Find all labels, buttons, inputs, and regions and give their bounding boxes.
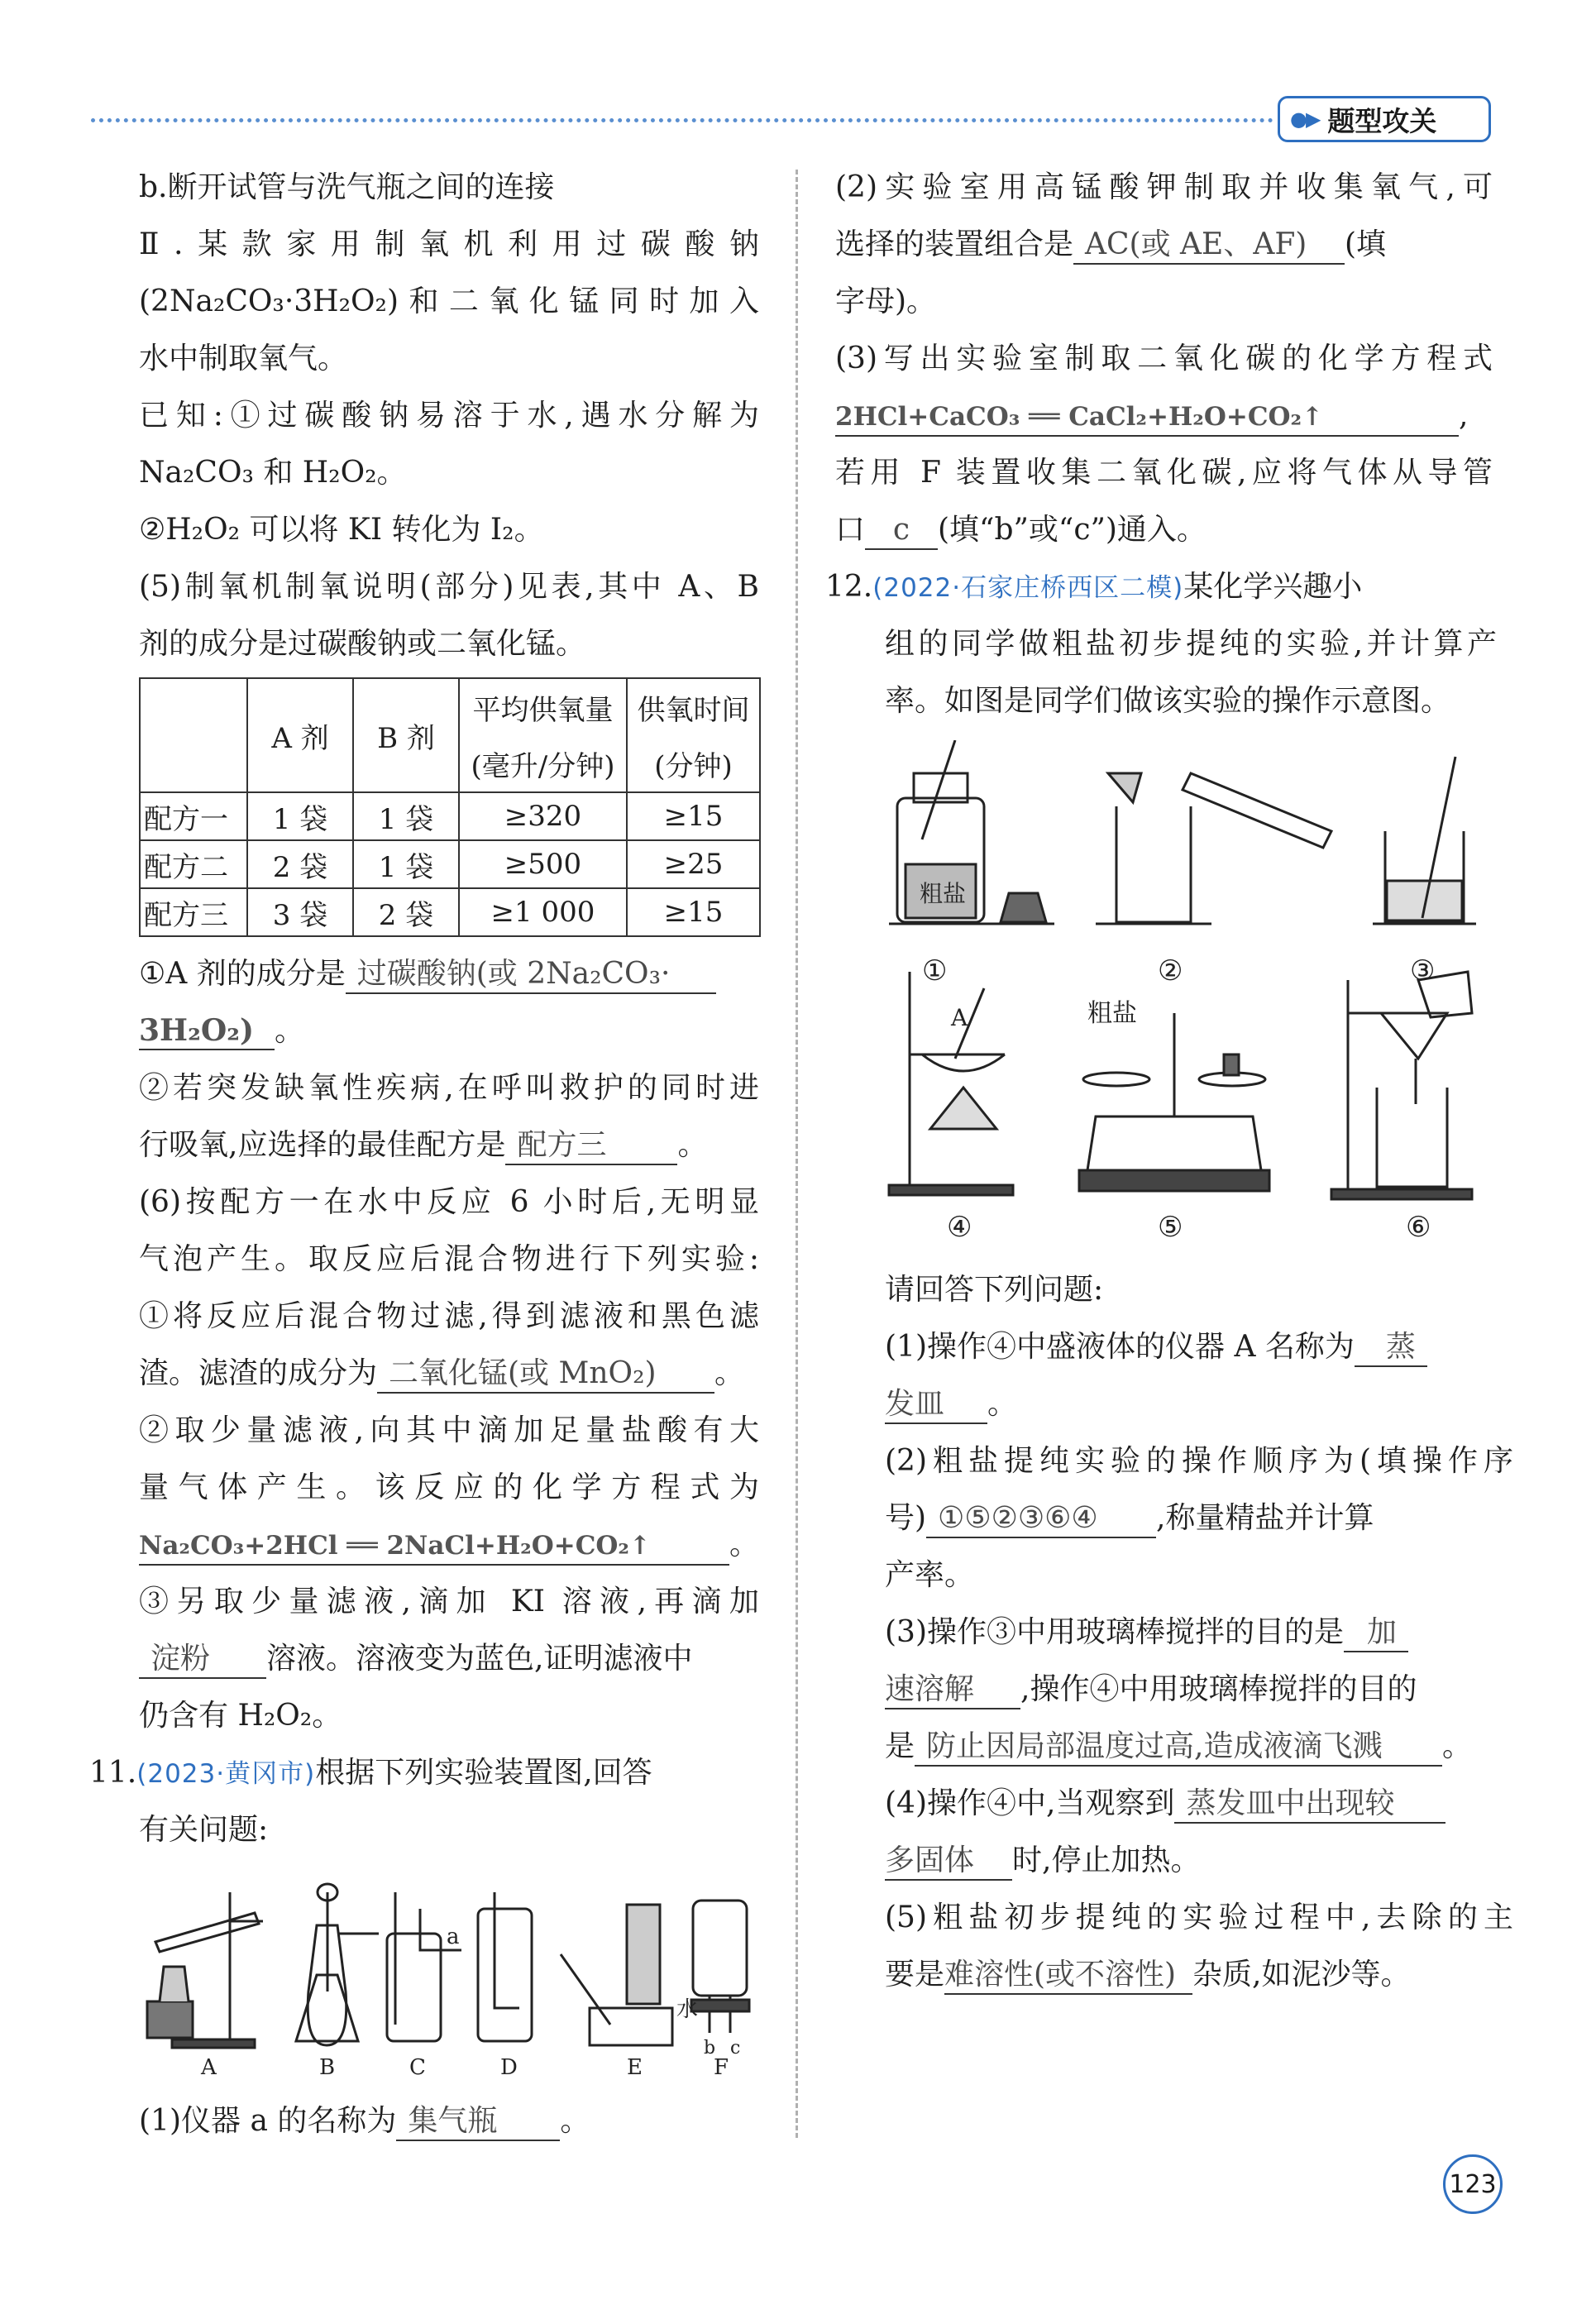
text-line xyxy=(139,945,759,1002)
table-cell: 1 袋 xyxy=(247,792,353,840)
apparatus-label: A xyxy=(201,2055,217,2080)
answer-blank: 蒸 xyxy=(1355,1329,1427,1367)
text-line: ②若突发缺氧性疾病,在呼叫救护的同时进 xyxy=(139,1071,759,1105)
answer-blank: 速溶解 xyxy=(885,1671,1020,1709)
label-A: A xyxy=(951,1004,968,1031)
text-line xyxy=(139,1516,759,1573)
section-title: 题型攻关 xyxy=(1327,104,1437,137)
text-line: 率。如图是同学们做该实验的操作示意图。 xyxy=(885,684,1451,718)
text: 行吸氧,应选择的最佳配方是 xyxy=(139,1128,506,1162)
answer-blank: 淀粉 xyxy=(139,1641,266,1679)
text-line: 组的同学做粗盐初步提纯的实验,并计算产 xyxy=(885,627,1497,661)
text: 是 xyxy=(885,1729,915,1763)
table-cell: ≥15 xyxy=(627,792,760,840)
page-number: 123 xyxy=(1443,2154,1503,2214)
text-line: (3)写出实验室制取二氧化碳的化学方程式 xyxy=(835,342,1493,375)
text-line: 仍含有 H₂O₂。 xyxy=(139,1699,342,1733)
apparatus-label: C xyxy=(409,2055,426,2080)
answer-blank: 加 xyxy=(1344,1614,1408,1652)
text-line xyxy=(885,1604,1513,1661)
apparatus-label: B xyxy=(319,2055,336,2080)
label-water: 水 xyxy=(676,1997,699,2022)
operations-figure xyxy=(885,740,1530,1253)
text-line xyxy=(139,1002,759,1059)
table-cell: 1 袋 xyxy=(353,840,459,888)
operation-label: ⑥ xyxy=(1406,1211,1431,1244)
answer-blank: 难溶性(或不溶性) xyxy=(944,1957,1192,1995)
table-cell: 配方二 xyxy=(140,840,247,888)
text: ①A 剂的成分是 xyxy=(139,957,346,991)
table-cell: 1 袋 xyxy=(353,792,459,840)
text-line: (2Na₂CO₃·3H₂O₂)和二氧化锰同时加入 xyxy=(139,284,759,318)
text-line xyxy=(835,501,1513,558)
table-header: (分钟) xyxy=(627,735,760,792)
text-line: (2)实验室用高锰酸钾制取并收集氧气,可 xyxy=(835,170,1493,204)
text-line xyxy=(885,1832,1513,1889)
answer-blank: 二氧化锰(或 MnO₂) xyxy=(377,1356,714,1394)
answer-blank: 2HCl+CaCO₃ ══ CaCl₂+H₂O+CO₂↑ xyxy=(835,399,1459,437)
table-corner xyxy=(140,678,247,792)
table-cell: 2 袋 xyxy=(353,888,459,936)
text: 要是 xyxy=(885,1958,945,1991)
answer-blank: 集气瓶 xyxy=(396,2103,560,2141)
text-line xyxy=(885,1661,1513,1718)
answer-blank: 防止因局部温度过高,造成液滴飞溅 xyxy=(915,1728,1442,1767)
table-header: 平均供氧量 xyxy=(459,678,627,735)
table-header: 供氧时间 xyxy=(627,678,760,735)
question-number: 12. xyxy=(825,570,873,604)
text-line: 产率。 xyxy=(885,1558,975,1592)
label-crude-salt: 粗盐 xyxy=(1087,999,1137,1028)
text-line: (2)粗盐提纯实验的操作顺序为(填操作序 xyxy=(885,1444,1513,1478)
question-11 xyxy=(89,1744,759,1801)
table-cell: ≥25 xyxy=(627,840,760,888)
text: (1)操作④中盛液体的仪器 A 名称为 xyxy=(885,1330,1355,1364)
label-b: b xyxy=(704,2038,716,2058)
question-number: 11. xyxy=(89,1756,137,1790)
text: (填“b”或“c”)通入。 xyxy=(938,513,1207,547)
text-line xyxy=(139,1116,759,1174)
text-line: (6)按配方一在水中反应 6 小时后,无明显 xyxy=(139,1185,759,1219)
text-line: (5)制氧机制氧说明(部分)见表,其中 A、B xyxy=(139,570,759,604)
text: , xyxy=(1459,399,1469,433)
question-12 xyxy=(825,558,1513,615)
apparatus-label: F xyxy=(714,2055,729,2080)
text-line: Ⅱ.某款家用制氧机利用过碳酸钠 xyxy=(139,227,759,261)
answer-blank: 3H₂O₂) xyxy=(139,1012,275,1050)
text-line: 剂的成分是过碳酸钠或二氧化锰。 xyxy=(139,627,586,661)
label-c: c xyxy=(730,2038,741,2058)
text: 。 xyxy=(729,1528,760,1561)
text-line xyxy=(835,387,1513,444)
label-crude-salt: 粗盐 xyxy=(920,880,967,907)
text-line xyxy=(139,1630,759,1687)
text-line: ②H₂O₂ 可以将 KI 转化为 I₂。 xyxy=(139,513,544,547)
text: 口 xyxy=(835,513,866,547)
text-line: Na₂CO₃ 和 H₂O₂。 xyxy=(139,456,407,490)
text: (1)仪器 a 的名称为 xyxy=(139,2104,397,2138)
text: 选择的装置组合是 xyxy=(835,227,1074,261)
text-line: ②取少量滤液,向其中滴加足量盐酸有大 xyxy=(139,1413,759,1447)
text: (3)操作③中用玻璃棒搅拌的目的是 xyxy=(885,1615,1344,1649)
text-line: 水中制取氧气。 xyxy=(139,342,348,375)
text-line xyxy=(885,1775,1513,1832)
answer-blank: ①⑤②③⑥④ xyxy=(926,1500,1156,1538)
text-line: 量气体产生。该反应的化学方程式为 xyxy=(139,1470,759,1504)
text-line xyxy=(885,1946,1513,2003)
table-cell: 配方一 xyxy=(140,792,247,840)
table-cell: 3 袋 xyxy=(247,888,353,936)
q12-questions xyxy=(885,1261,1513,2003)
text: 。 xyxy=(677,1128,708,1162)
operation-label: ① xyxy=(922,954,948,987)
text-line xyxy=(885,1318,1513,1375)
text-line: 字母)。 xyxy=(835,284,937,318)
text-line xyxy=(139,2092,759,2149)
operation-label: ⑤ xyxy=(1158,1211,1183,1244)
table-cell: ≥320 xyxy=(459,792,627,840)
text-line: b.断开试管与洗气瓶之间的连接 xyxy=(139,170,555,204)
table-row xyxy=(140,888,760,936)
text: 某化学兴趣小 xyxy=(1183,570,1363,604)
text: (填 xyxy=(1345,227,1387,261)
text: 号) xyxy=(885,1501,927,1535)
text: 渣。滤渣的成分为 xyxy=(139,1356,378,1390)
apparatus-figure xyxy=(139,1876,767,2082)
text: 根据下列实验装置图,回答 xyxy=(315,1756,652,1790)
header-dotted-rule xyxy=(91,118,1273,122)
q11-part1 xyxy=(139,2092,759,2149)
text-line xyxy=(835,216,1513,273)
left-column xyxy=(89,159,760,1858)
text: 。 xyxy=(275,1014,305,1048)
text: (4)操作④中,当观察到 xyxy=(885,1786,1175,1820)
right-column xyxy=(825,159,1513,729)
text: ,称量精盐并计算 xyxy=(1156,1501,1374,1535)
text-line: 已知:①过碳酸钠易溶于水,遇水分解为 xyxy=(139,399,759,433)
label-a: a xyxy=(447,1925,460,1949)
text: ,操作④中用玻璃棒搅拌的目的 xyxy=(1020,1672,1417,1706)
section-badge xyxy=(1278,96,1491,142)
apparatus-label: E xyxy=(627,2055,643,2080)
text: 杂质,如泥沙等。 xyxy=(1192,1958,1411,1991)
column-divider xyxy=(796,170,798,2138)
apparatus-label: D xyxy=(500,2055,518,2080)
text: 。 xyxy=(1442,1729,1473,1763)
text-line: 有关问题: xyxy=(139,1813,269,1847)
answer-blank: 过碳酸钠(或 2Na₂CO₃· xyxy=(346,956,716,994)
text: 溶液。溶液变为蓝色,证明滤液中 xyxy=(266,1642,693,1676)
question-source: (2022·石家庄桥西区二模) xyxy=(872,573,1184,603)
table-header: B 剂 xyxy=(353,678,459,792)
text-line xyxy=(885,1375,1513,1432)
table-cell: ≥15 xyxy=(627,888,760,936)
text-line: 请回答下列问题: xyxy=(885,1273,1104,1307)
table-header: (毫升/分钟) xyxy=(459,735,627,792)
text-line: ③另取少量滤液,滴加 KI 溶液,再滴加 xyxy=(139,1585,759,1619)
formula-table xyxy=(139,677,761,937)
table-row xyxy=(140,792,760,840)
text-line: 气泡产生。取反应后混合物进行下列实验: xyxy=(139,1242,759,1276)
text: 。 xyxy=(560,2104,590,2138)
text: 。 xyxy=(714,1356,745,1390)
text-line xyxy=(885,1718,1513,1775)
operation-label: ④ xyxy=(947,1211,972,1244)
answer-blank: 蒸发皿中出现较 xyxy=(1174,1786,1445,1824)
table-cell: 配方三 xyxy=(140,888,247,936)
table-cell: ≥500 xyxy=(459,840,627,888)
text: 。 xyxy=(987,1387,1018,1421)
arrow-icon: ●▶ xyxy=(1290,108,1320,131)
text: 时,停止加热。 xyxy=(1012,1843,1201,1877)
answer-blank: 多固体 xyxy=(885,1843,1012,1881)
operation-label: ② xyxy=(1158,954,1183,987)
text-line xyxy=(885,1489,1513,1547)
operation-label: ③ xyxy=(1410,954,1436,987)
text-line: 若用 F 装置收集二氧化碳,应将气体从导管 xyxy=(835,456,1493,490)
answer-blank: Na₂CO₃+2HCl ══ 2NaCl+H₂O+CO₂↑ xyxy=(139,1528,729,1566)
text-line: ①将反应后混合物过滤,得到滤液和黑色滤 xyxy=(139,1299,759,1333)
answer-blank: AC(或 AE、AF) xyxy=(1073,227,1345,265)
answer-blank: c xyxy=(865,512,938,550)
table-header: A 剂 xyxy=(247,678,353,792)
table-cell: 2 袋 xyxy=(247,840,353,888)
answer-blank: 配方三 xyxy=(505,1127,677,1165)
question-source: (2023·黄冈市) xyxy=(136,1759,316,1789)
text-line xyxy=(139,1345,759,1402)
answer-blank: 发皿 xyxy=(885,1386,987,1424)
table-cell: ≥1 000 xyxy=(459,888,627,936)
text-line: (5)粗盐初步提纯的实验过程中,去除的主 xyxy=(885,1901,1513,1934)
table-row xyxy=(140,840,760,888)
